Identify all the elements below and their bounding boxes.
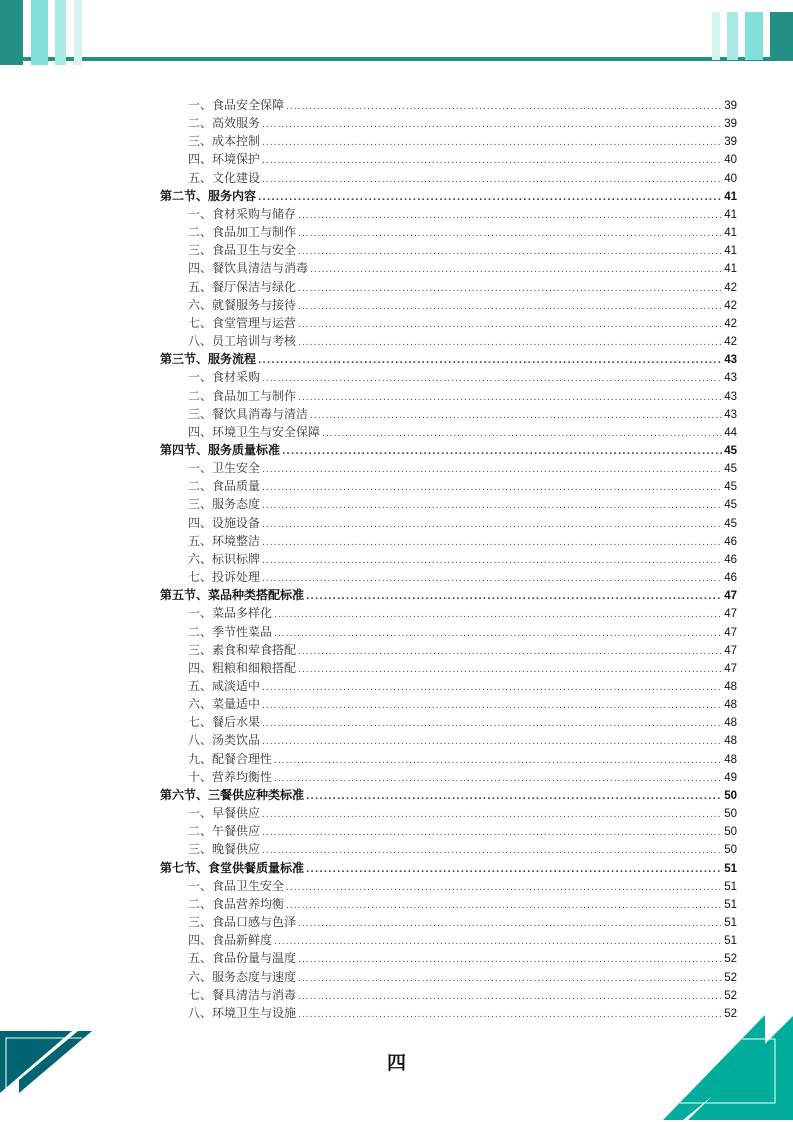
toc-subsection-entry[interactable] — [160, 332, 737, 350]
toc-entry-page: 40 — [724, 154, 737, 167]
toc-entry-title: 六、标识标牌 — [188, 551, 261, 566]
toc-dot-leader — [262, 733, 722, 751]
toc-entry-title: 五、咸淡适中 — [188, 679, 261, 693]
toc-entry-page: 43 — [724, 354, 737, 367]
toc-entry-page: 51 — [724, 862, 737, 875]
toc-subsection-entry[interactable] — [160, 659, 737, 677]
toc-entry-title: 一、食品卫生安全 — [188, 878, 285, 893]
toc-subsection-entry[interactable] — [160, 114, 737, 132]
toc-entry-title: 三、食品口感与色泽 — [188, 915, 297, 930]
toc-subsection-entry[interactable] — [160, 877, 737, 895]
toc-entry-title: 八、汤类饮品 — [188, 733, 261, 748]
toc-dot-leader — [262, 534, 722, 552]
toc-dot-leader — [274, 770, 722, 788]
toc-entry-page: 52 — [724, 1007, 737, 1020]
toc-entry-page: 45 — [724, 499, 737, 512]
toc-section-entry[interactable] — [160, 441, 737, 459]
toc-subsection-entry[interactable] — [160, 695, 737, 713]
toc-entry-title: 三、素食和荤食搭配 — [188, 642, 297, 657]
toc-entry-title: 二、食品加工与制作 — [188, 225, 297, 240]
header-bar-mid-right — [745, 12, 763, 60]
toc-entry-page: 52 — [724, 989, 737, 1002]
toc-dot-leader — [298, 243, 722, 261]
toc-dot-leader — [298, 316, 722, 334]
toc-subsection-entry[interactable] — [160, 423, 737, 441]
toc-entry-page: 45 — [724, 481, 737, 494]
toc-entry-title: 七、餐后水果 — [188, 715, 261, 730]
toc-dot-leader — [298, 970, 722, 988]
toc-subsection-entry[interactable] — [160, 750, 737, 768]
toc-entry-page: 47 — [724, 644, 737, 657]
header-bar-light-right — [727, 12, 738, 60]
toc-dot-leader — [274, 606, 722, 624]
toc-dot-leader — [262, 570, 722, 588]
toc-dot-leader — [298, 915, 722, 933]
toc-entry-title: 五、文化建设 — [188, 170, 261, 185]
toc-subsection-entry[interactable] — [160, 405, 737, 423]
toc-entry-page: 47 — [724, 608, 737, 621]
toc-entry-page: 46 — [724, 535, 737, 548]
toc-dot-leader — [286, 98, 722, 116]
toc-subsection-entry[interactable] — [160, 259, 737, 277]
toc-entry-page: 39 — [724, 136, 737, 149]
header-rule — [0, 57, 793, 61]
header-bar-pale-left — [74, 0, 82, 65]
toc-entry-title: 二、食品加工与制作 — [188, 388, 297, 403]
toc-dot-leader — [322, 425, 722, 443]
toc-entry-page: 51 — [724, 880, 737, 893]
toc-dot-leader — [262, 552, 722, 570]
toc-entry-page: 42 — [724, 299, 737, 312]
toc-entry-title: 七、餐具清洁与消毒 — [188, 987, 297, 1002]
toc-dot-leader — [286, 879, 722, 897]
toc-entry-page: 51 — [724, 898, 737, 911]
toc-entry-title: 一、菜品多样化 — [188, 606, 273, 621]
toc-entry-page: 42 — [724, 281, 737, 294]
toc-subsection-entry[interactable] — [160, 804, 737, 822]
toc-entry-title: 二、食品营养均衡 — [188, 896, 285, 911]
toc-dot-leader — [262, 824, 722, 842]
toc-subsection-entry[interactable] — [160, 241, 737, 259]
header-bar-light-left — [55, 0, 66, 65]
toc-entry-page: 48 — [724, 753, 737, 766]
toc-subsection-entry[interactable] — [160, 968, 737, 986]
toc-subsection-entry[interactable] — [160, 822, 737, 840]
toc-entry-title: 二、食品质量 — [188, 479, 261, 494]
toc-entry-page: 50 — [724, 789, 737, 802]
toc-dot-leader — [262, 152, 722, 170]
toc-entry-page: 52 — [724, 971, 737, 984]
toc-subsection-entry[interactable] — [160, 169, 737, 187]
toc-dot-leader — [262, 461, 722, 479]
toc-entry-page: 48 — [724, 735, 737, 748]
toc-dot-leader — [258, 352, 722, 370]
toc-section-entry[interactable] — [160, 586, 737, 604]
toc-entry-page: 43 — [724, 390, 737, 403]
toc-subsection-entry[interactable] — [160, 713, 737, 731]
toc-dot-leader — [286, 897, 722, 915]
toc-entry-title: 第五节、菜品种类搭配标准 — [160, 588, 305, 603]
toc-dot-leader — [262, 679, 722, 697]
toc-entry-page: 39 — [724, 100, 737, 112]
toc-dot-leader — [310, 407, 722, 425]
toc-dot-leader — [298, 988, 722, 1006]
toc-entry-page: 42 — [724, 336, 737, 349]
toc-subsection-entry[interactable] — [160, 986, 737, 1004]
toc-entry-page: 50 — [724, 826, 737, 839]
toc-entry-page: 41 — [724, 190, 737, 203]
toc-dot-leader — [306, 588, 722, 606]
toc-subsection-entry[interactable] — [160, 731, 737, 749]
toc-dot-leader — [262, 516, 722, 534]
toc-entry-title: 一、早餐供应 — [188, 806, 261, 821]
toc-dot-leader — [274, 752, 722, 770]
toc-dot-leader — [298, 225, 722, 243]
toc-entry-page: 47 — [724, 590, 737, 603]
toc-entry-title: 一、食材采购 — [188, 370, 261, 385]
toc-entry-title: 八、环境卫生与设施 — [188, 1005, 297, 1020]
toc-dot-leader — [306, 861, 722, 879]
toc-entry-title: 一、食品安全保障 — [188, 98, 285, 112]
toc-dot-leader — [262, 171, 722, 189]
toc-subsection-entry[interactable] — [160, 96, 737, 114]
toc-entry-page: 50 — [724, 808, 737, 821]
toc-dot-leader — [298, 643, 722, 661]
toc-dot-leader — [262, 697, 722, 715]
toc-subsection-entry[interactable] — [160, 205, 737, 223]
toc-entry-title: 二、午餐供应 — [188, 824, 261, 839]
toc-dot-leader — [298, 207, 722, 225]
table-of-contents — [160, 96, 737, 1022]
toc-entry-title: 六、菜量适中 — [188, 697, 261, 712]
toc-entry-title: 五、环境整洁 — [188, 533, 261, 548]
toc-dot-leader — [262, 842, 722, 860]
toc-entry-title: 七、投诉处理 — [188, 570, 261, 585]
toc-subsection-entry[interactable] — [160, 895, 737, 913]
toc-entry-title: 四、环境卫生与安全保障 — [188, 424, 321, 439]
toc-entry-title: 一、食材采购与储存 — [188, 206, 297, 221]
toc-subsection-entry[interactable] — [160, 477, 737, 495]
toc-entry-title: 三、晚餐供应 — [188, 842, 261, 857]
toc-dot-leader — [262, 370, 722, 388]
toc-entry-page: 47 — [724, 662, 737, 675]
toc-subsection-entry[interactable] — [160, 296, 737, 314]
toc-subsection-entry[interactable] — [160, 150, 737, 168]
toc-entry-page: 41 — [724, 263, 737, 276]
header-bar-dark-left — [0, 0, 23, 65]
toc-entry-title: 十、营养均衡性 — [188, 769, 273, 784]
toc-dot-leader — [282, 443, 722, 461]
toc-entry-title: 三、服务态度 — [188, 497, 261, 512]
toc-entry-title: 四、餐饮具清洁与消毒 — [188, 261, 309, 276]
toc-entry-page: 45 — [724, 463, 737, 476]
toc-subsection-entry[interactable] — [160, 949, 737, 967]
toc-entry-title: 四、食品新鲜度 — [188, 933, 273, 948]
toc-entry-page: 48 — [724, 717, 737, 730]
toc-entry-title: 第六节、三餐供应种类标准 — [160, 787, 305, 802]
toc-subsection-entry[interactable] — [160, 495, 737, 513]
toc-subsection-entry[interactable] — [160, 278, 737, 296]
toc-subsection-entry[interactable] — [160, 768, 737, 786]
toc-entry-page: 43 — [724, 372, 737, 385]
toc-entry-page: 41 — [724, 227, 737, 240]
toc-entry-title: 第四节、服务质量标准 — [160, 442, 281, 457]
toc-entry-page: 45 — [724, 444, 737, 457]
toc-dot-leader — [262, 134, 722, 152]
toc-entry-title: 五、餐厅保洁与绿化 — [188, 279, 297, 294]
toc-entry-title: 四、环境保护 — [188, 152, 261, 167]
toc-subsection-entry[interactable] — [160, 931, 737, 949]
toc-subsection-entry[interactable] — [160, 550, 737, 568]
toc-entry-page: 46 — [724, 553, 737, 566]
toc-subsection-entry[interactable] — [160, 677, 737, 695]
toc-dot-leader — [262, 497, 722, 515]
toc-subsection-entry[interactable] — [160, 387, 737, 405]
toc-subsection-entry[interactable] — [160, 132, 737, 150]
toc-dot-leader — [258, 189, 722, 207]
toc-subsection-entry[interactable] — [160, 840, 737, 858]
toc-section-entry[interactable] — [160, 350, 737, 368]
toc-section-entry[interactable] — [160, 187, 737, 205]
toc-subsection-entry[interactable] — [160, 604, 737, 622]
toc-dot-leader — [310, 261, 722, 279]
toc-subsection-entry[interactable] — [160, 514, 737, 532]
header-bar-mid-left — [31, 0, 48, 65]
toc-entry-page: 45 — [724, 517, 737, 530]
toc-entry-page: 51 — [724, 917, 737, 930]
toc-section-entry[interactable] — [160, 786, 737, 804]
toc-dot-leader — [298, 389, 722, 407]
toc-entry-title: 八、员工培训与考核 — [188, 334, 297, 349]
toc-dot-leader — [306, 788, 722, 806]
toc-dot-leader — [298, 334, 722, 352]
toc-entry-title: 三、餐饮具消毒与清洁 — [188, 406, 309, 421]
toc-subsection-entry[interactable] — [160, 568, 737, 586]
toc-subsection-entry[interactable] — [160, 1004, 737, 1022]
header-bar-pale-right — [712, 12, 720, 60]
toc-dot-leader — [262, 806, 722, 824]
toc-entry-page: 51 — [724, 935, 737, 948]
toc-entry-title: 二、季节性菜品 — [188, 624, 273, 639]
toc-section-entry[interactable] — [160, 859, 737, 877]
toc-dot-leader — [274, 625, 722, 643]
toc-dot-leader — [262, 116, 722, 134]
toc-entry-page: 46 — [724, 572, 737, 585]
toc-entry-page: 47 — [724, 626, 737, 639]
toc-dot-leader — [298, 661, 722, 679]
toc-dot-leader — [262, 715, 722, 733]
header-bar-dark-right — [770, 12, 793, 60]
toc-entry-page: 50 — [724, 844, 737, 857]
toc-entry-page: 49 — [724, 771, 737, 784]
toc-dot-leader — [298, 298, 722, 316]
toc-entry-page: 40 — [724, 172, 737, 185]
toc-entry-title: 一、卫生安全 — [188, 461, 261, 476]
toc-entry-page: 52 — [724, 953, 737, 966]
toc-entry-page: 44 — [724, 426, 737, 439]
toc-subsection-entry[interactable] — [160, 913, 737, 931]
toc-subsection-entry[interactable] — [160, 532, 737, 550]
toc-entry-page: 41 — [724, 245, 737, 258]
toc-subsection-entry[interactable] — [160, 623, 737, 641]
toc-dot-leader — [274, 933, 722, 951]
toc-entry-page: 41 — [724, 208, 737, 221]
toc-subsection-entry[interactable] — [160, 314, 737, 332]
toc-entry-title: 三、食品卫生与安全 — [188, 243, 297, 258]
toc-entry-title: 六、服务态度与速度 — [188, 969, 297, 984]
toc-entry-page: 48 — [724, 699, 737, 712]
toc-subsection-entry[interactable] — [160, 641, 737, 659]
toc-entry-page: 43 — [724, 408, 737, 421]
toc-entry-title: 二、高效服务 — [188, 116, 261, 131]
toc-entry-title: 四、粗粮和细粮搭配 — [188, 660, 297, 675]
toc-entry-page: 39 — [724, 118, 737, 131]
toc-entry-title: 四、设施设备 — [188, 515, 261, 530]
toc-dot-leader — [298, 280, 722, 298]
toc-entry-page: 48 — [724, 681, 737, 693]
toc-entry-title: 第二节、服务内容 — [160, 188, 257, 203]
toc-entry-title: 六、就餐服务与接待 — [188, 297, 297, 312]
toc-entry-title: 第七节、食堂供餐质量标准 — [160, 860, 305, 875]
toc-entry-title: 五、食品份量与温度 — [188, 951, 297, 966]
toc-entry-title: 九、配餐合理性 — [188, 751, 273, 766]
toc-dot-leader — [262, 479, 722, 497]
toc-entry-title: 三、成本控制 — [188, 134, 261, 149]
toc-entry-page: 42 — [724, 317, 737, 330]
toc-subsection-entry[interactable] — [160, 368, 737, 386]
toc-dot-leader — [298, 1006, 722, 1024]
toc-subsection-entry[interactable] — [160, 459, 737, 477]
page-number: 四 — [386, 1052, 406, 1074]
toc-dot-leader — [298, 951, 722, 969]
toc-subsection-entry[interactable] — [160, 223, 737, 241]
toc-entry-title: 七、食堂管理与运营 — [188, 315, 297, 330]
toc-entry-title: 第三节、服务流程 — [160, 352, 257, 367]
